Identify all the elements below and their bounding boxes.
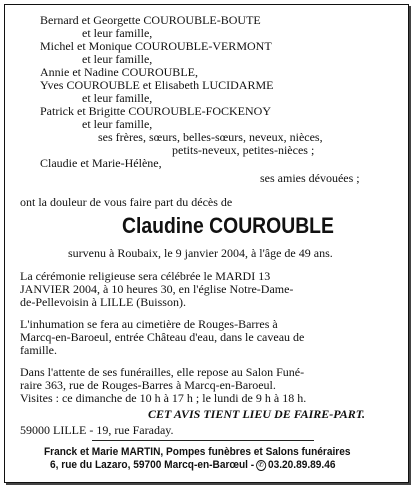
family-line-7: et leur famille, <box>82 91 153 105</box>
family-line-11: petits-neveux, petites-nièces ; <box>172 143 315 157</box>
visit-line-1: Dans l'attente de ses funérailles, elle repose au Salon Funé- <box>20 365 305 379</box>
ceremony-line-1: La cérémonie religieuse sera célébrée le MARDI 13 <box>20 269 271 283</box>
announcement-line: ont la douleur de vous faire part du décès de <box>20 195 233 209</box>
ceremony-line-3: de-Pellevoisin à LILLE (Buisson). <box>20 295 186 309</box>
funeral-home-line-2 <box>50 459 335 472</box>
burial-line-3: famille. <box>20 343 57 357</box>
address-line: 59000 LILLE - 19, rue Faraday. <box>20 423 174 437</box>
phone-icon: ✆ <box>256 460 266 471</box>
family-line-8: Patrick et Brigitte COUROUBLE-FOCKENOY <box>40 104 271 118</box>
visit-line-2: raire 363, rue de Rouges-Barres à Marcq-en-Baroeul. <box>20 378 276 392</box>
funeral-home-line-1: Franck et Marie MARTIN, Pompes funèbres et Salons funéraires <box>44 446 351 458</box>
deceased-name <box>122 214 334 238</box>
funeral-home-address: 6, rue du Lazaro, 59700 Marcq-en-Barœul - <box>50 459 255 471</box>
divider <box>92 440 314 441</box>
visit-line-3: Visites : ce dimanche de 10 h à 17 h ; le lundi de 9 h à 18 h. <box>20 391 307 405</box>
deceased-first-name: Claudine <box>122 213 204 238</box>
notice-line: CET AVIS TIENT LIEU DE FAIRE-PART. <box>148 407 365 421</box>
burial-line-2: Marcq-en-Baroeul, entrée Château d'eau, dans le caveau de <box>20 330 305 344</box>
burial-line-1: L'inhumation se fera au cimetière de Rouges-Barres à <box>20 317 278 331</box>
family-line-2: et leur famille, <box>82 26 153 40</box>
family-line-3: Michel et Monique COUROUBLE-VERMONT <box>40 39 272 53</box>
family-line-6: Yves COUROUBLE et Elisabeth LUCIDARME <box>40 78 274 92</box>
family-line-12: Claudie et Marie-Hélène, <box>40 156 162 170</box>
family-line-4: et leur famille, <box>82 52 153 66</box>
ceremony-line-2: JANVIER 2004, à 10 heures 30, en l'église Notre-Dame- <box>20 282 294 296</box>
family-line-10: ses frères, sœurs, belles-sœurs, neveux, nièces, <box>98 130 323 144</box>
family-line-9: et leur famille, <box>82 117 153 131</box>
death-details: survenu à Roubaix, le 9 janvier 2004, à l'âge de 49 ans. <box>68 246 333 260</box>
family-line-13: ses amies dévouées ; <box>260 171 360 185</box>
family-line-5: Annie et Nadine COUROUBLE, <box>40 65 198 79</box>
funeral-home-phone: 03.20.89.89.46 <box>267 459 336 471</box>
deceased-last-name: COUROUBLE <box>209 213 334 238</box>
family-line-1: Bernard et Georgette COUROUBLE-BOUTE <box>40 13 261 27</box>
